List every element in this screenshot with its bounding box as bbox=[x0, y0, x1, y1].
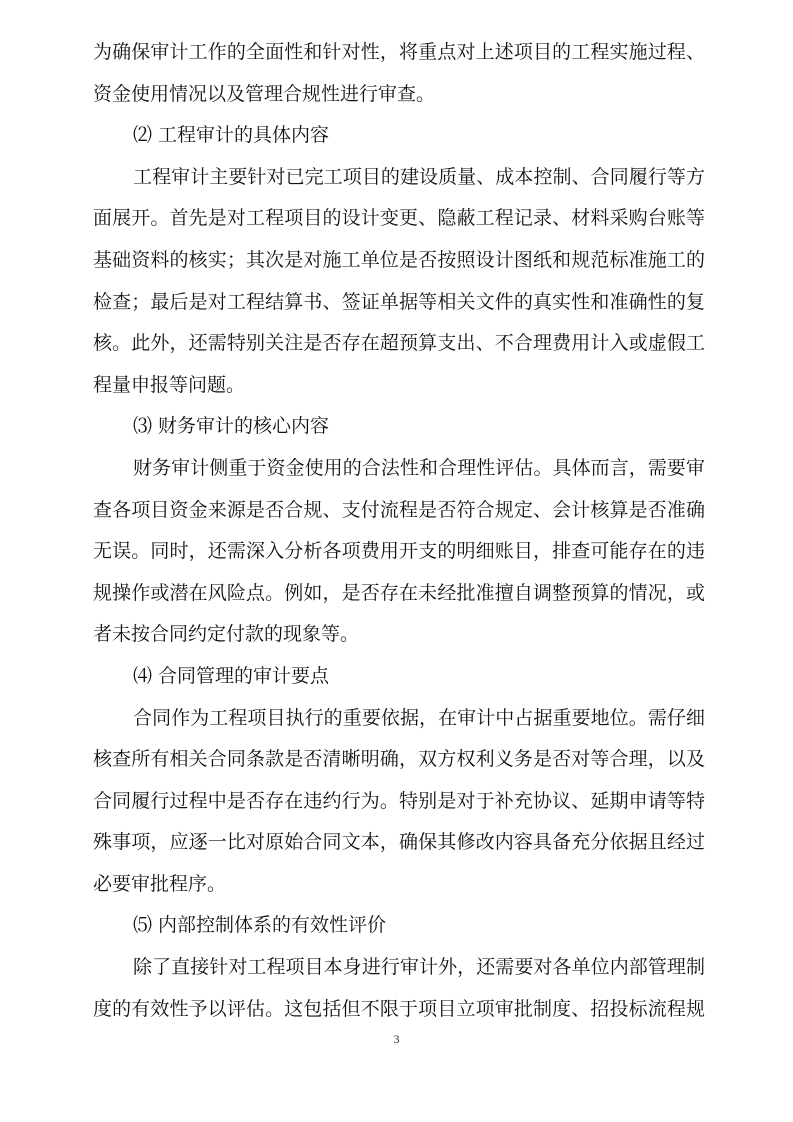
paragraph bbox=[93, 32, 705, 115]
document-body bbox=[93, 32, 705, 1030]
section-heading: ⑶ 财务审计的核心内容 bbox=[133, 415, 330, 438]
text-line: 程量申报等问题。 bbox=[93, 373, 246, 396]
text-line: 者未按合同约定付款的现象等。 bbox=[93, 623, 360, 646]
text-line: 资金使用情况以及管理合规性进行审查。 bbox=[93, 82, 436, 105]
text-line: 必要审批程序。 bbox=[93, 872, 227, 895]
section-heading: ⑷ 合同管理的审计要点 bbox=[133, 664, 330, 687]
section-heading: ⑵ 工程审计的具体内容 bbox=[133, 124, 330, 147]
text-line: 度的有效性予以评估。这包括但不限于项目立项审批制度、招投标流程规 bbox=[93, 997, 705, 1020]
text-line: 合同作为工程项目执行的重要依据，在审计中占据重要地位。需仔细 bbox=[133, 706, 705, 729]
text-line: 检查；最后是对工程结算书、签证单据等相关文件的真实性和准确性的复 bbox=[93, 290, 705, 313]
text-line: 面展开。首先是对工程项目的设计变更、隐蔽工程记录、材料采购台账等 bbox=[93, 207, 705, 230]
text-line: 核。此外，还需特别关注是否存在超预算支出、不合理费用计入或虚假工 bbox=[93, 332, 705, 355]
text-line: 合同履行过程中是否存在违约行为。特别是对于补充协议、延期申请等特 bbox=[93, 789, 705, 812]
text-line: 查各项目资金来源是否合规、支付流程是否符合规定、会计核算是否准确 bbox=[93, 498, 705, 521]
paragraph bbox=[93, 947, 705, 1030]
text-line: 基础资料的核实；其次是对施工单位是否按照设计图纸和规范标准施工的 bbox=[93, 248, 705, 271]
paragraph bbox=[93, 448, 705, 656]
text-line: 财务审计侧重于资金使用的合法性和合理性评估。具体而言，需要审 bbox=[133, 456, 705, 479]
text-line: 为确保审计工作的全面性和针对性，将重点对上述项目的工程实施过程、 bbox=[93, 41, 705, 63]
text-line: 无误。同时，还需深入分析各项费用开支的明细账目，排查可能存在的违 bbox=[93, 540, 705, 563]
text-line: 殊事项，应逐一比对原始合同文本，确保其修改内容具备充分依据且经过 bbox=[93, 831, 705, 854]
text-line: 工程审计主要针对已完工项目的建设质量、成本控制、合同履行等方 bbox=[133, 165, 705, 188]
paragraph bbox=[93, 157, 705, 407]
text-line: 除了直接针对工程项目本身进行审计外，还需要对各单位内部管理制 bbox=[133, 956, 705, 979]
page-number: 3 bbox=[393, 1032, 400, 1046]
text-line: 规操作或潜在风险点。例如，是否存在未经批准擅自调整预算的情况，或 bbox=[93, 581, 705, 604]
paragraph bbox=[93, 698, 705, 906]
text-line: 核查所有相关合同条款是否清晰明确，双方权利义务是否对等合理，以及 bbox=[93, 748, 705, 771]
section-heading: ⑸ 内部控制体系的有效性评价 bbox=[133, 914, 387, 937]
